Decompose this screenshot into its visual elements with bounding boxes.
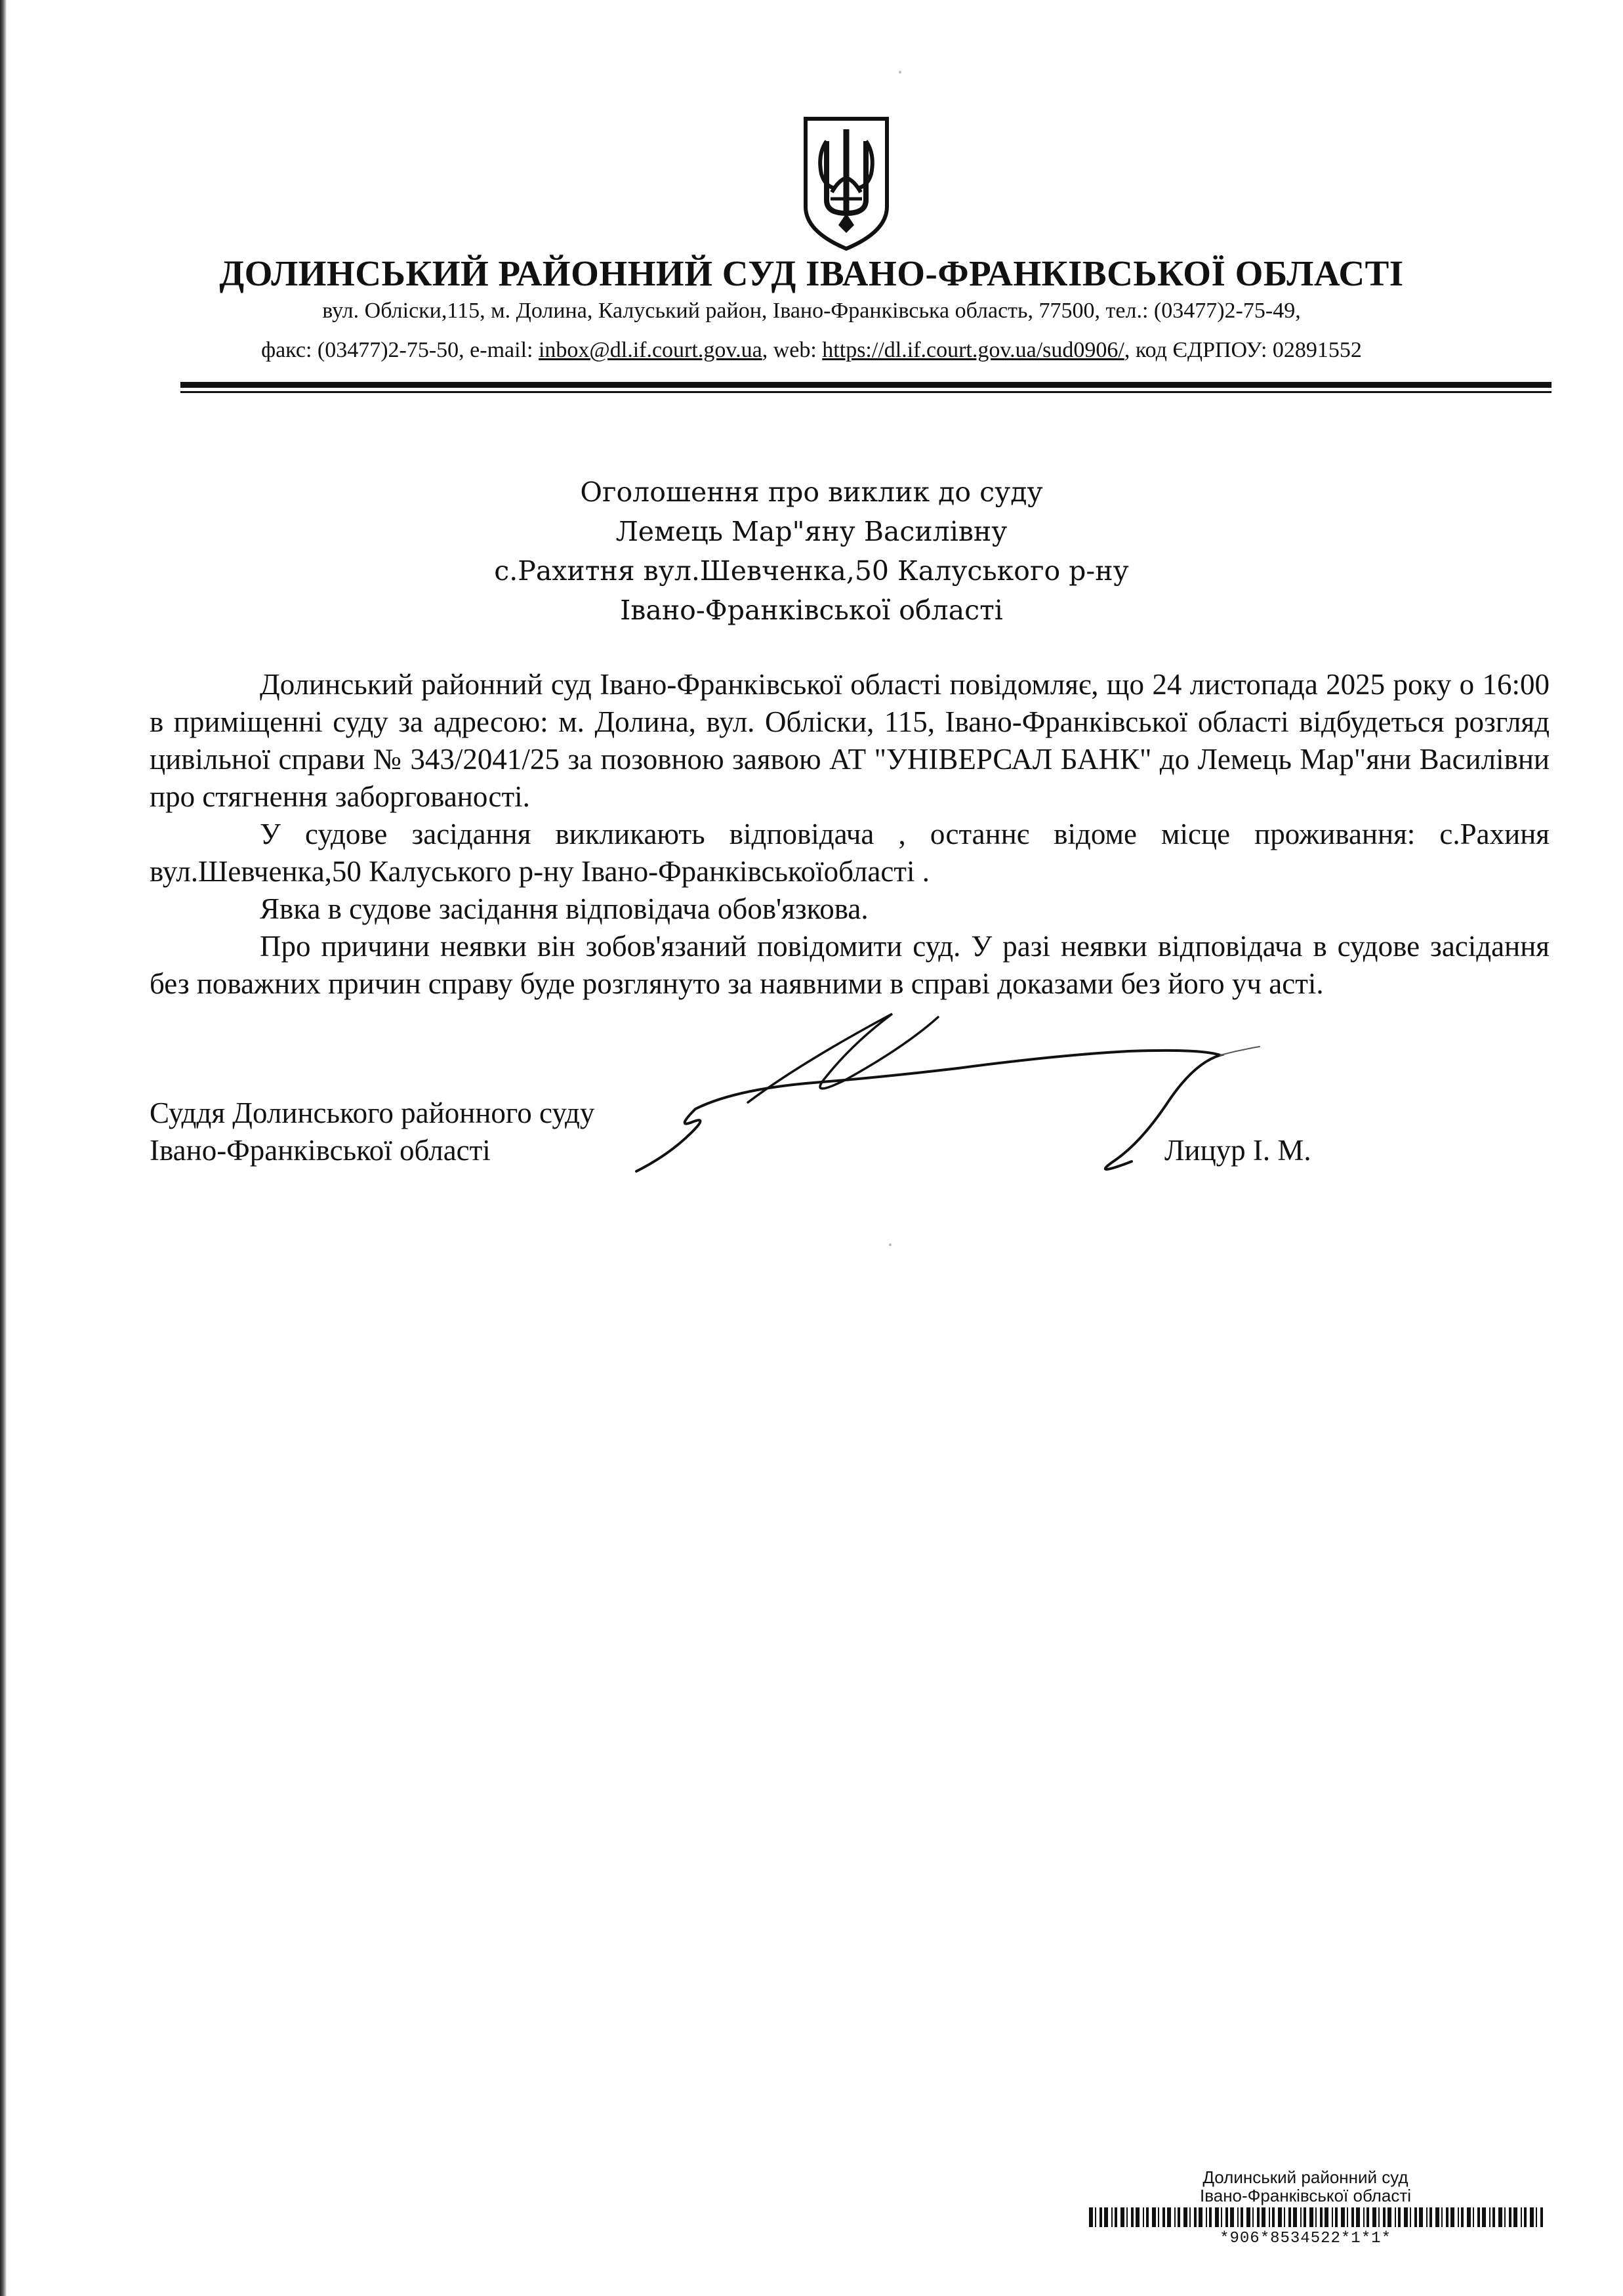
barcode-bar	[1372, 2207, 1376, 2227]
barcode-bar	[1300, 2207, 1302, 2227]
barcode-bar	[1174, 2207, 1176, 2227]
paragraph: У судове засідання викликають відповідача , останнє відоме місце проживання: с.Рахиня вул.Шевченка,50 Калуського р-ну Івано-Франківськоїобласті .	[150, 818, 1550, 888]
addressee-region: Івано-Франківської області	[620, 595, 1003, 626]
coat-of-arms-icon	[800, 115, 892, 253]
barcode-bar	[1498, 2207, 1502, 2227]
barcode-bar	[1363, 2207, 1365, 2227]
barcode-bar	[1504, 2207, 1506, 2227]
email-link[interactable]: inbox@dl.if.court.gov.ua	[538, 338, 762, 362]
paragraph: Явка в судове засідання відповідача обов'язкова.	[260, 892, 869, 925]
judge-position-line: Суддя Долинського районного суду	[150, 1096, 595, 1129]
barcode-bar	[1524, 2207, 1527, 2227]
barcode-bar	[1269, 2207, 1270, 2227]
barcode-bar	[1366, 2207, 1369, 2227]
barcode-bar	[1395, 2207, 1396, 2227]
barcode-bar	[1383, 2207, 1386, 2227]
barcode-bar	[1284, 2207, 1285, 2227]
barcode-bar	[1410, 2207, 1411, 2227]
judge-position-line: Івано-Франківської області	[150, 1134, 491, 1167]
barcode-bar	[1278, 2207, 1282, 2227]
barcode-bar	[1536, 2207, 1537, 2227]
barcode-bar	[1398, 2207, 1401, 2227]
barcode-bar	[1111, 2207, 1113, 2227]
barcode-bar	[1332, 2207, 1333, 2227]
fax-label: факс: (03477)2-75-50, e-mail:	[261, 338, 539, 362]
barcode-bar	[1194, 2207, 1197, 2227]
scan-dust	[899, 71, 901, 73]
barcode-bar	[1419, 2207, 1423, 2227]
announcement-title	[0, 472, 1623, 630]
barcode-bar	[1237, 2207, 1239, 2227]
court-contacts	[0, 338, 1623, 363]
barcode-bar	[1341, 2207, 1345, 2227]
barcode-bar	[1272, 2207, 1275, 2227]
barcode-bar	[1304, 2207, 1306, 2227]
barcode-bar	[1131, 2207, 1134, 2227]
barcode-bar	[1146, 2207, 1149, 2227]
judge-name: Лицур І. М.	[1164, 1134, 1311, 1167]
announcement-body	[150, 666, 1550, 1003]
barcode-bar	[1530, 2207, 1534, 2227]
barcode-bar	[1435, 2207, 1439, 2227]
barcode-bar	[1521, 2207, 1522, 2227]
barcode	[1089, 2207, 1548, 2227]
barcode-bar	[1230, 2207, 1234, 2227]
barcode-bar	[1215, 2207, 1219, 2227]
barcode-number: *906*8534522*1*1*	[1220, 2230, 1391, 2247]
title-line: Оголошення про виклик до суду	[580, 476, 1043, 508]
barcode-bar	[1315, 2207, 1317, 2227]
barcode-bar	[1143, 2207, 1144, 2227]
edrpou-code: , код ЄДРПОУ: 02891552	[1124, 338, 1362, 362]
barcode-bar	[1441, 2207, 1443, 2227]
barcode-bar	[1489, 2207, 1490, 2227]
barcode-bar	[1152, 2207, 1156, 2227]
barcode-bar	[1351, 2207, 1354, 2227]
barcode-bar	[1387, 2207, 1391, 2227]
barcode-bar	[1241, 2207, 1243, 2227]
barcode-bar	[1473, 2207, 1474, 2227]
barcode-bar	[1293, 2207, 1297, 2227]
web-label: , web:	[762, 338, 823, 362]
stamp-court-name: Долинський районний суд	[1202, 2167, 1408, 2187]
barcode-bar	[1309, 2207, 1313, 2227]
barcode-bar	[1467, 2207, 1471, 2227]
header-divider-thin	[180, 391, 1551, 393]
barcode-bar	[1356, 2207, 1360, 2227]
barcode-bar	[1257, 2207, 1260, 2227]
addressee-name: Лемець Мар"яну Василівну	[615, 516, 1008, 547]
barcode-bar	[1458, 2207, 1459, 2227]
court-name: ДОЛИНСЬКИЙ РАЙОННИЙ СУД ІВАНО-ФРАНКІВСЬКОЇ ОБЛАСТІ	[219, 253, 1404, 293]
barcode-bar	[1206, 2207, 1207, 2227]
barcode-bar	[1446, 2207, 1448, 2227]
barcode-bar	[1120, 2207, 1124, 2227]
barcode-bar	[1429, 2207, 1432, 2227]
header-divider	[180, 382, 1551, 388]
barcode-bar	[1252, 2207, 1254, 2227]
barcode-bar	[1426, 2207, 1428, 2227]
barcode-bar	[1209, 2207, 1212, 2227]
barcode-bar	[1099, 2207, 1102, 2227]
barcode-bar	[1104, 2207, 1108, 2227]
barcode-bar	[1477, 2207, 1480, 2227]
barcode-bar	[1450, 2207, 1454, 2227]
addressee-address: с.Рахитня вул.Шевченка,50 Калуського р-ну	[494, 555, 1129, 587]
barcode-bar	[1288, 2207, 1291, 2227]
barcode-bar	[1378, 2207, 1380, 2227]
judge-position	[150, 1095, 594, 1169]
barcode-bar	[1221, 2207, 1222, 2227]
barcode-bar	[1246, 2207, 1250, 2227]
barcode-bar	[1335, 2207, 1338, 2227]
barcode-bar	[1347, 2207, 1348, 2227]
paragraph: Про причини неявки він зобов'язаний повідомити суд. У разі неявки відповідача в судове засідання без поважних причин справу буде розглянуто за наявними в справі доказами без його уч асті.	[150, 930, 1550, 1000]
barcode-bar	[1115, 2207, 1117, 2227]
barcode-bar	[1414, 2207, 1417, 2227]
barcode-bar	[1509, 2207, 1511, 2227]
stamp-court-region: Івано-Франківської області	[1199, 2186, 1412, 2205]
barcode-bar	[1225, 2207, 1228, 2227]
barcode-bar	[1513, 2207, 1517, 2227]
barcode-bar	[1162, 2207, 1165, 2227]
paragraph: Долинський районний суд Івано-Франківської області повідомляє, що 24 листопада 2025 року о 16:00 в приміщенні суду за адресою: м. Долина, вул. Обліски, 115, Івано-Франківської області відбудеться розгляд цивільної справи № 343/2041/25 за позовною заявою АТ "УНІВЕРСАЛ БАНК" до Лемець Мар"яни Василівни про стягнення заборгованості.	[150, 668, 1550, 813]
barcode-bar	[1262, 2207, 1265, 2227]
barcode-bar	[1126, 2207, 1128, 2227]
barcode-bar	[1183, 2207, 1187, 2227]
barcode-bar	[1540, 2207, 1543, 2227]
barcode-bar	[1136, 2207, 1140, 2227]
barcode-bar	[1199, 2207, 1202, 2227]
barcode-bar	[1095, 2207, 1096, 2227]
barcode-bar	[1089, 2207, 1093, 2227]
court-address: вул. Обліски,115, м. Долина, Калуський район, Івано-Франківська область, 77500, тел.: (03477)2-75-49,	[322, 299, 1301, 323]
barcode-bar	[1492, 2207, 1495, 2227]
barcode-bar	[1320, 2207, 1323, 2227]
barcode-bar	[1461, 2207, 1464, 2227]
barcode-bar	[1189, 2207, 1191, 2227]
barcode-bar	[1167, 2207, 1171, 2227]
scan-dust	[889, 1243, 892, 1246]
barcode-bar	[1482, 2207, 1486, 2227]
barcode-bar	[1404, 2207, 1408, 2227]
barcode-bar	[1325, 2207, 1328, 2227]
web-link[interactable]: https://dl.if.court.gov.ua/sud0906/	[822, 338, 1124, 362]
barcode-bar	[1178, 2207, 1180, 2227]
barcode-bar	[1158, 2207, 1159, 2227]
